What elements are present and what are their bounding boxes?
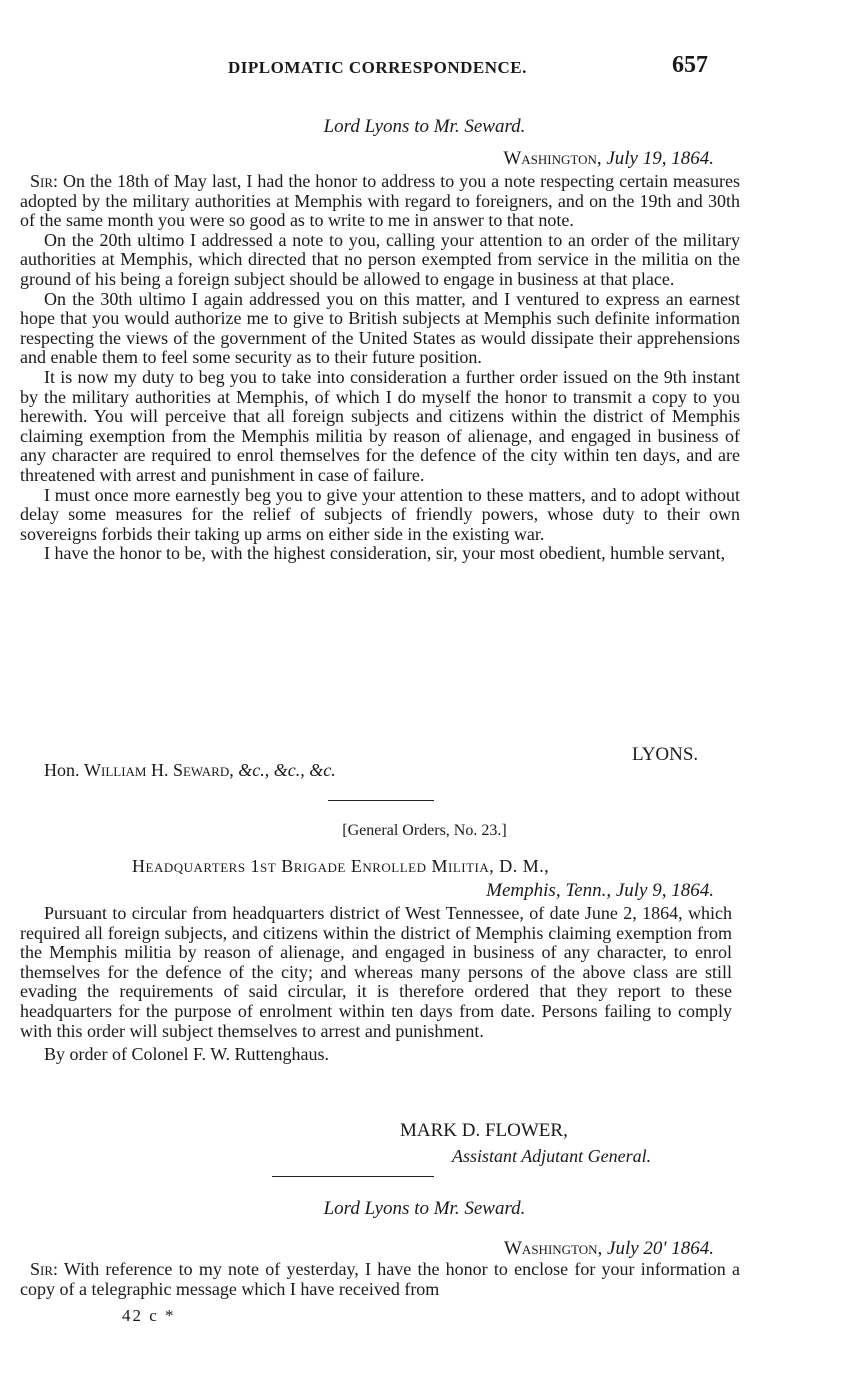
letter1-paragraph: On the 20th ultimo I addressed a note to you, calling your attention to an order of the military authorities at Memphis, which directed that no person exempted from service in the militia on the ground of his being a foreign subject should be allowed to engage in business at that place. — [20, 229, 740, 289]
letter1-salutation: Sir: — [30, 171, 59, 191]
letter2-place: Washington, — [504, 1238, 603, 1259]
page-number: 657 — [672, 52, 708, 78]
letter1-place: Washington, — [503, 148, 602, 169]
letter1-paragraph: I must once more earnestly beg you to give your attention to these matters, and to adopt without delay some measures for the relief of subjects of friendly powers, whose duty to their own sovereigns forbids their taking up arms on either side in the existing war. — [20, 484, 740, 544]
letter1-dateline — [503, 148, 714, 170]
letter1-signature: LYONS. — [632, 744, 699, 765]
orders-signer: MARK D. FLOWER, — [400, 1120, 568, 1141]
orders-by-order: By order of Colonel F. W. Ruttenghaus. — [44, 1044, 330, 1065]
letter2-paragraph: Sir: With reference to my note of yesterday, I have the honor to enclose for your information a copy of a telegraphic message which I have received from — [20, 1259, 740, 1299]
letter1-paragraph: Sir: On the 18th of May last, I had the honor to address to you a note respecting certain measures adopted by the military authorities at Memphis with regard to foreigners, and on the 19th and 30th of the same month you were so good as to write to me in answer to that note. — [20, 171, 741, 231]
letter2-heading: Lord Lyons to Mr. Seward. — [323, 1198, 526, 1219]
letter2-date: July 20' 1864. — [607, 1238, 714, 1259]
letter1-date: July 19, 1864. — [606, 148, 714, 169]
letter2-body — [20, 1260, 740, 1299]
orders-title: [General Orders, No. 23.] — [342, 822, 507, 839]
letter1-paragraph: It is now my duty to beg you to take into consideration a further order issued on the 9th instant by the military authorities at Memphis, of which I do myself the honor to transmit a copy to you herewith. You will perceive that all foreign subjects and citizens within the district of Memphis claiming exemption from the Memphis militia by reason of alienage, and engaged in business of any character are required to enrol themselves for the defence of the city within ten days, and are threatened with arrest and punishment in case of failure. — [20, 366, 740, 485]
orders-signer-title: Assistant Adjutant General. — [452, 1146, 652, 1166]
letter2-salutation: Sir: — [30, 1259, 59, 1279]
letter1-paragraph: On the 30th ultimo I again addressed you on this matter, and I ventured to express an earnest hope that you would authorize me to give to British subjects at Memphis such definite information respecting the views of the government of the United States as would dissipate their apprehensions and enable them to feel some security as to their future position. — [20, 288, 740, 368]
orders-headquarters: Headquarters 1st Brigade Enrolled Militia, D. M., — [132, 856, 550, 876]
orders-place: Memphis, Tenn., — [486, 880, 612, 901]
section-divider — [272, 1176, 434, 1177]
letter1-body — [20, 172, 740, 564]
orders-body — [20, 904, 732, 1065]
letter1-addressee: Hon. William H. Seward, &c., &c., &c. — [44, 760, 336, 780]
letter1-paragraph: I have the honor to be, with the highest consideration, sir, your most obedient, humble servant, — [44, 543, 726, 564]
letter2-dateline — [504, 1238, 714, 1260]
signature-mark: 42 c * — [122, 1306, 176, 1325]
letter1-heading: Lord Lyons to Mr. Seward. — [323, 116, 526, 137]
running-head: DIPLOMATIC CORRESPONDENCE. — [228, 58, 527, 77]
page-header — [0, 52, 849, 88]
orders-date: July 9, 1864. — [615, 880, 714, 901]
orders-paragraph: Pursuant to circular from headquarters district of West Tennessee, of date June 2, 1864, which required all foreign subjects, and citizens within the district of Memphis claiming exemption from the Memphis militia by reason of alienage, and engaged in business of any character, to enrol themselves for the defence of the city; and whereas many persons of the above class are still evading the requirements of said circular, it is therefore ordered that they report to these headquarters for the purpose of enrolment within ten days from date. Persons failing to comply with this order will subject themselves to arrest and punishment. — [20, 903, 732, 1041]
section-divider — [328, 800, 434, 801]
orders-dateline — [486, 880, 714, 902]
